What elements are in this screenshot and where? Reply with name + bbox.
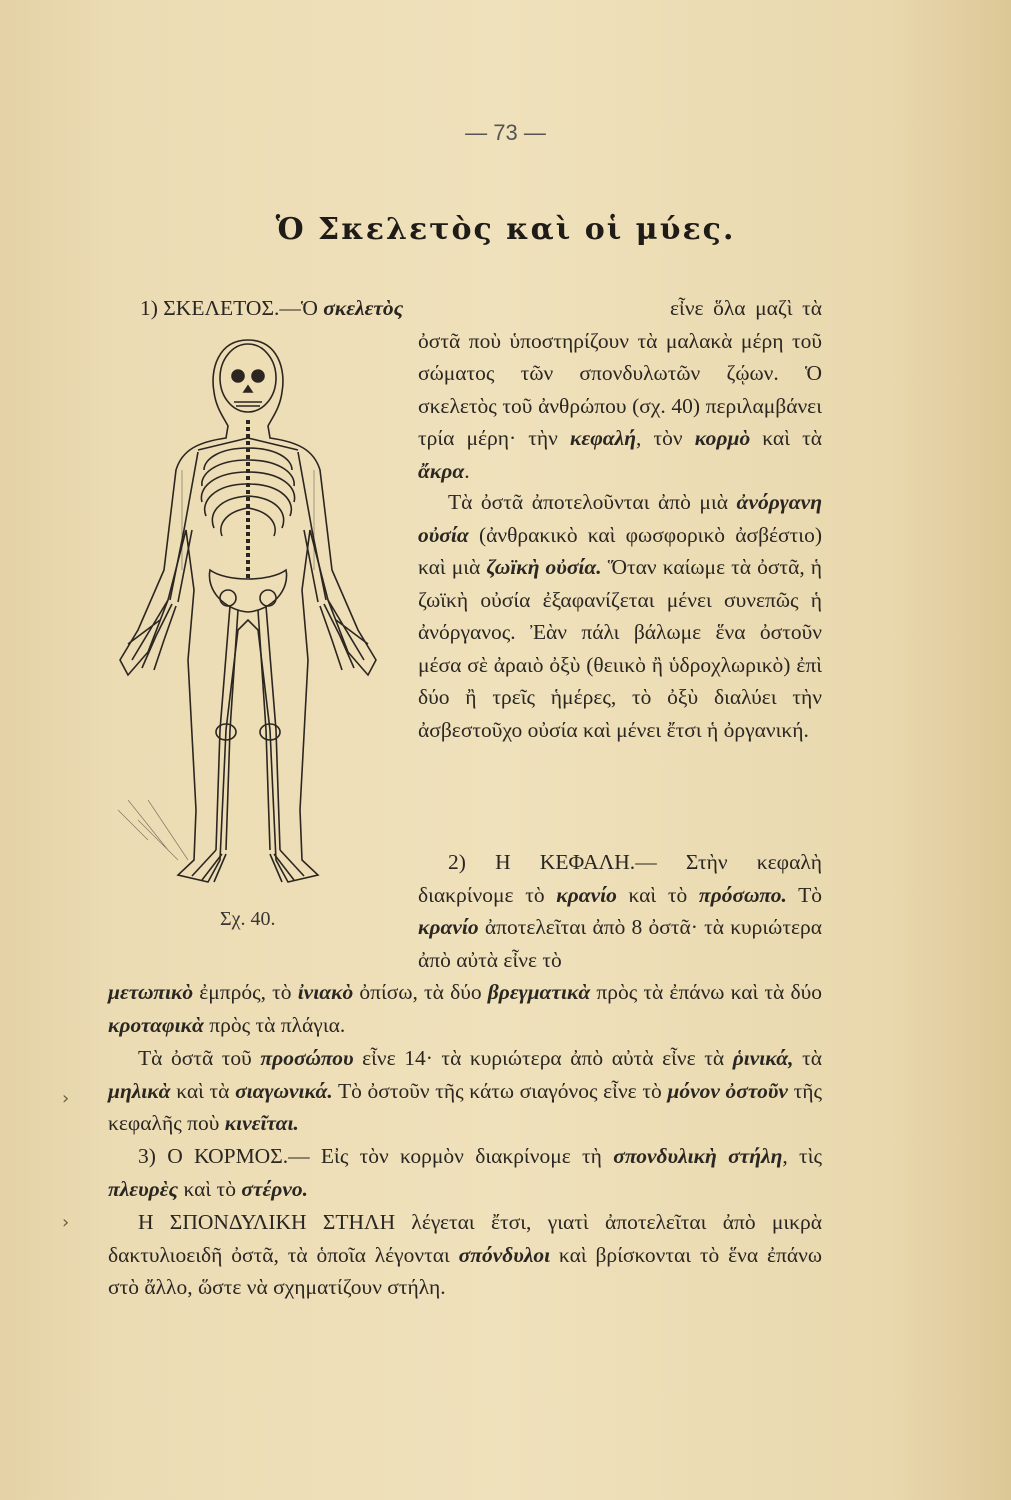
term-sternum: στέρνο. xyxy=(241,1176,309,1201)
separator: καὶ τὰ xyxy=(170,1078,236,1103)
paragraph-head xyxy=(418,846,822,976)
term-cheek: μηλικὰ xyxy=(108,1078,171,1103)
separator: τὰ xyxy=(793,1046,822,1070)
head-text-3: ἀποτελεῖται ἀπὸ 8 ὀστᾶ· τὰ κυριώτερα ἀπὸ αὐτὰ εἶνε τὸ xyxy=(418,915,822,972)
chapter-title: Ὁ Σκελετὸς καὶ οἱ μύες. xyxy=(275,212,736,247)
term-head: κεφαλή xyxy=(569,426,637,450)
head-text-7: πρὸς τὰ πλάγια. xyxy=(203,1012,346,1037)
term-limbs: ἄκρα xyxy=(418,458,465,483)
skeleton-text: εἶνε ὅλα μαζὶ τὰ ὀστᾶ ποὺ ὑποστηρίζουν τὰ μαλακὰ μέρη τοῦ σώματος τῶν σπονδυλωτῶν ζῴων. Ὁ σκελετὸς τοῦ ἀνθρώπου (σχ. 40) περιλαμβάνει τρία μέρη· τὴν xyxy=(418,296,822,450)
spine-text-2: καὶ βρίσκονται τὸ ἕνα ἐπάνω στὸ ἄλλο, ὥστε νὰ σχηματίζουν στήλη. xyxy=(108,1242,822,1299)
face-text-4: τῆς κεφαλῆς ποὺ xyxy=(108,1078,822,1135)
term-vertebrae: σπόνδυλοι xyxy=(458,1242,551,1267)
head-text-6: πρὸς τὰ ἐπάνω καὶ τὰ δύο xyxy=(590,980,822,1004)
section-heading-trunk: 3) Ο ΚΟΡΜΟΣ. xyxy=(138,1144,289,1168)
paragraph-face xyxy=(108,1042,822,1140)
term-occipital: ἰνιακὸ xyxy=(297,980,354,1004)
head-text-2: Τὸ xyxy=(786,882,822,907)
term-cranium: κρανίο xyxy=(556,882,617,907)
bones-text-3: Ὅταν καίωμε τὰ ὀστᾶ, ἡ ζωϊκὴ οὐσία ἐξαφανίζεται μένει συνεπῶς ἡ ἀνόργανος. Ἐὰν πάλι βάλωμε ἕνα ὀστοῦν μέσα σὲ ἀραιὸ ὀξὺ (θειικὸ ἢ ὑδροχλωρικὸ) ἐπὶ δύο ἢ τρεῖς ἡμέρες, τὸ ὀξὺ διαλύει τὴν ἀσβεστοῦχο οὐσία καὶ μένει ἔτσι ἡ ὀργανική. xyxy=(418,555,822,742)
separator: καὶ τὰ xyxy=(750,426,822,450)
term-cranium-2: κρανίο xyxy=(418,915,479,939)
separator: , τὸν xyxy=(636,426,695,450)
term-face: πρόσωπο. xyxy=(698,882,787,907)
term-face-bones: προσώπου xyxy=(260,1046,354,1070)
bones-text-1: Τὰ ὀστᾶ ἀποτελοῦνται ἀπὸ μιὰ xyxy=(448,490,737,514)
skeleton-figure xyxy=(98,330,398,900)
paragraph-spine xyxy=(108,1206,822,1304)
paragraph-skeleton xyxy=(418,292,822,487)
term-frontal: μετωπικὸ xyxy=(108,980,194,1004)
term-jaw: σιαγωνικά. xyxy=(235,1078,333,1103)
skeleton-illustration xyxy=(98,330,398,900)
bones-text-2: (ἀνθρακικὸ καὶ φωσφορικὸ ἀσβέστιο) καὶ μιὰ xyxy=(418,522,822,579)
term-temporal: κροταφικὰ xyxy=(108,1012,204,1037)
separator: , τὶς xyxy=(782,1144,822,1168)
face-text-3: Τὸ ὀστοῦν τῆς κάτω σιαγόνος εἶνε τὸ xyxy=(332,1078,668,1103)
margin-mark: › xyxy=(62,1088,70,1109)
trunk-text-1: — Εἰς τὸν κορμὸν διακρίνομε τὴ xyxy=(288,1144,614,1168)
section-heading-skeleton: 1) ΣΚΕΛΕΤΟΣ. xyxy=(140,296,280,320)
face-text-1: Τὰ ὀστᾶ τοῦ xyxy=(138,1046,261,1070)
paragraph-head-continued xyxy=(108,976,822,1041)
term-moves: κινεῖται. xyxy=(224,1111,299,1135)
head-text-4: ἐμπρός, τὸ xyxy=(193,980,298,1004)
separator: καὶ τὸ xyxy=(178,1176,242,1201)
term-spine: σπονδυλικὴ στήλη xyxy=(613,1144,783,1168)
spine-text-1: λέγεται ἔτσι, γιατὶ ἀποτελεῖται ἀπὸ μικρὰ δακτυλιοειδῆ ὀστᾶ, τὰ ὁποῖα λέγονται xyxy=(108,1210,823,1267)
term-inorganic: ἀνόργανη οὐσία xyxy=(418,490,822,547)
term-organic: ζωϊκὴ οὐσία. xyxy=(486,555,602,579)
separator: καὶ τὸ xyxy=(616,882,699,907)
term-skeleton: σκελετὸς xyxy=(323,296,404,320)
page-number: — 73 — xyxy=(465,120,546,145)
term-nasal: ῥινικά, xyxy=(732,1046,794,1070)
section-heading-spine: Η ΣΠΟΝΔΥΛΙΚΗ ΣΤΗΛΗ xyxy=(138,1210,396,1234)
dash-lead: —Ὁ xyxy=(279,296,324,320)
period: . xyxy=(464,458,470,483)
term-parietal: βρεγματικὰ xyxy=(487,980,591,1004)
paragraph-bones-composition xyxy=(418,486,822,746)
face-text-2: εἶνε 14· τὰ κυριώτερα ἀπὸ αὐτὰ εἶνε τὰ xyxy=(353,1046,733,1070)
margin-mark: › xyxy=(62,1212,70,1233)
term-only-bone: μόνον ὀστοῦν xyxy=(667,1078,788,1103)
figure-caption: Σχ. 40. xyxy=(220,908,276,930)
paragraph-trunk xyxy=(108,1140,822,1205)
term-ribs: πλευρὲς xyxy=(108,1176,179,1201)
head-text-1: — Στὴν κεφαλὴ διακρίνομε τὸ xyxy=(418,850,822,907)
head-text-5: ὀπίσω, τὰ δύο xyxy=(353,980,488,1004)
term-trunk: κορμὸ xyxy=(694,426,751,450)
section-heading-head: 2) Η ΚΕΦΑΛΗ. xyxy=(448,850,636,874)
